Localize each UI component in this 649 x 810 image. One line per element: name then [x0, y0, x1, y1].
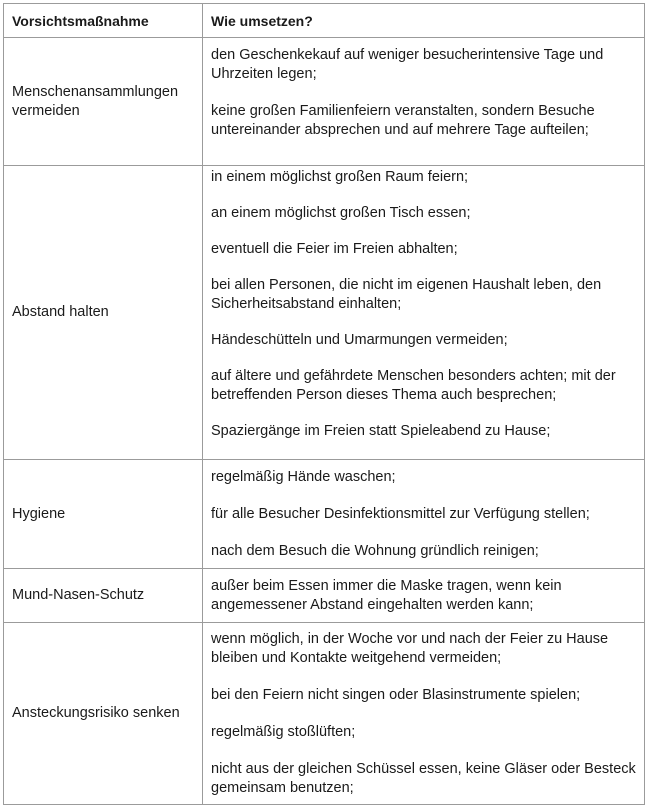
- action-item: nach dem Besuch die Wohnung gründlich reinigen;: [211, 542, 539, 559]
- action-item: eventuell die Feier im Freien abhalten;: [211, 240, 458, 257]
- action-item: außer beim Essen immer die Maske tragen, wenn kein angemessener Abstand eingehalten werden kann;: [211, 577, 562, 613]
- measure-cell: Menschenansammlungen vermeiden: [4, 38, 203, 166]
- action-item: auf ältere und gefährdete Menschen besonders achten; mit der betreffenden Person dieses Thema auch besprechen;: [211, 367, 616, 403]
- measure-cell: Hygiene: [4, 460, 203, 569]
- action-item: nicht aus der gleichen Schüssel essen, keine Gläser oder Besteck gemeinsam benutzen;: [211, 760, 636, 796]
- measure-cell: Mund-Nasen-Schutz: [4, 569, 203, 623]
- action-item: regelmäßig Hände waschen;: [211, 468, 396, 485]
- action-item: bei allen Personen, die nicht im eigenen Haushalt leben, den Sicherheitsabstand einhalten;: [211, 276, 602, 312]
- table-row: [4, 623, 645, 805]
- action-item: wenn möglich, in der Woche vor und nach der Feier zu Hause bleiben und Kontakte weitgehend vermeiden;: [211, 630, 609, 666]
- table-row: [4, 460, 645, 569]
- action-item: an einem möglichst großen Tisch essen;: [211, 204, 471, 221]
- action-item: Händeschütteln und Umarmungen vermeiden;: [211, 331, 508, 348]
- howto-cell: [203, 623, 645, 805]
- measure-cell: Abstand halten: [4, 166, 203, 460]
- table-row: [4, 166, 645, 460]
- table-row: [4, 38, 645, 166]
- header-howto: Wie umsetzen?: [203, 4, 645, 38]
- howto-cell: [203, 38, 645, 166]
- precautions-table: [3, 3, 645, 805]
- header-measure: Vorsichtsmaßnahme: [4, 4, 203, 38]
- action-item: regelmäßig stoßlüften;: [211, 723, 356, 740]
- action-item: bei den Feiern nicht singen oder Blasinstrumente spielen;: [211, 686, 581, 703]
- action-item: keine großen Familienfeiern veranstalten, sondern Besuche untereinander absprechen und auf mehrere Tage aufteilen;: [211, 102, 595, 138]
- action-item: in einem möglichst großen Raum feiern;: [211, 168, 469, 185]
- table-row: [4, 569, 645, 623]
- measure-cell: Ansteckungsrisiko senken: [4, 623, 203, 805]
- action-item: den Geschenkekauf auf weniger besucherintensive Tage und Uhrzeiten legen;: [211, 46, 604, 82]
- table-header-row: [4, 4, 645, 38]
- howto-cell: [203, 569, 645, 623]
- howto-cell: [203, 460, 645, 569]
- howto-cell: [203, 166, 645, 460]
- action-item: für alle Besucher Desinfektionsmittel zur Verfügung stellen;: [211, 505, 590, 522]
- action-item: Spaziergänge im Freien statt Spieleabend zu Hause;: [211, 422, 551, 439]
